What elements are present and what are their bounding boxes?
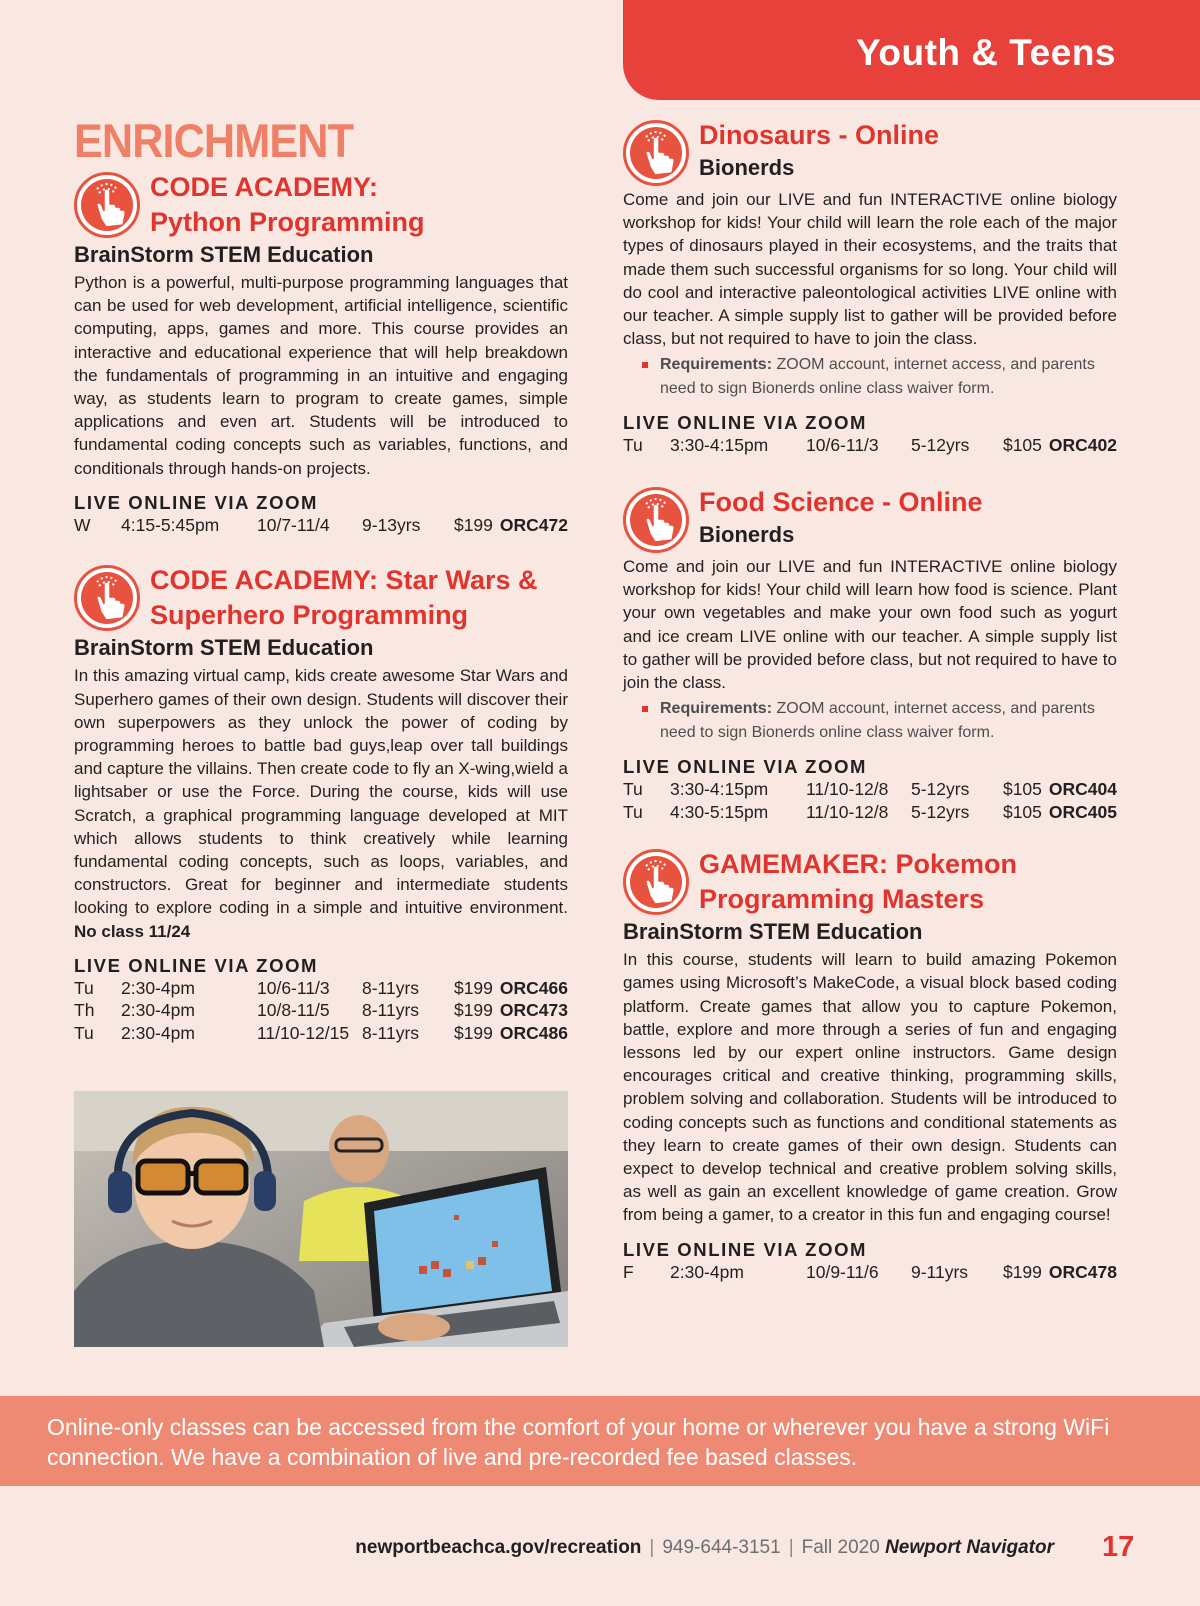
course-provider: BrainStorm STEM Education (74, 635, 374, 661)
requirements-text: ZOOM account, internet access, and parents need to sign Bionerds online class waiver form. (660, 356, 1095, 397)
session-time: 2:30-4pm (121, 977, 195, 998)
session-day: Tu (74, 977, 94, 998)
kids-coding-photo (74, 1091, 568, 1347)
touch-hand-icon (623, 849, 689, 915)
session-code: ORC478 (1048, 1261, 1117, 1282)
session-price: $199 (453, 1000, 493, 1021)
session-code: ORC466 (499, 977, 568, 998)
session-time: 3:30-4:15pm (670, 779, 769, 800)
session-price: $199 (1002, 1261, 1042, 1282)
session-row (74, 999, 568, 1022)
session-day: Th (74, 1000, 95, 1021)
requirements-label: Requirements: (660, 356, 773, 374)
session-dates: 10/6-11/3 (806, 435, 879, 456)
course-title-line2: Programming Masters (699, 884, 985, 915)
session-row (623, 434, 1117, 457)
course-title: Food Science - Online (699, 486, 983, 517)
session-day: Tu (623, 801, 643, 822)
session-dates: 10/9-11/6 (806, 1261, 879, 1282)
course-title-line2: Python Programming (150, 207, 425, 237)
session-row (623, 801, 1117, 824)
course-title: GAMEMAKER: Pokemon (699, 849, 1018, 880)
session-dates: 11/10-12/8 (806, 801, 889, 822)
footer-separator: | (649, 1537, 655, 1558)
session-ages: 5-12yrs (911, 435, 970, 456)
session-time: 2:30-4pm (121, 1022, 195, 1043)
live-online-label: LIVE ONLINE VIA ZOOM (623, 756, 868, 778)
session-time: 4:30-5:15pm (670, 801, 769, 822)
session-ages: 8-11yrs (362, 977, 420, 998)
section-tab (623, 0, 1200, 100)
session-price: $105 (1002, 435, 1042, 456)
session-dates: 11/10-12/8 (806, 779, 889, 800)
course-title-line2: Superhero Programming (150, 600, 469, 631)
live-online-label: LIVE ONLINE VIA ZOOM (623, 1238, 868, 1260)
footer-publication: Newport Navigator (885, 1537, 1054, 1558)
course-description: Come and join our LIVE and fun INTERACTIVE online biology workshop for kids! Your child will learn how food is science. Plant your own vegetables and make your own food such as yogurt and ice cream LIVE online with our teacher. A simple supply list to gather will be provided before class, but not required to have to join the class. (623, 556, 1117, 692)
course-provider: BrainStorm STEM Education (74, 242, 374, 267)
session-dates: 10/7-11/4 (257, 514, 330, 535)
course-food-science (623, 485, 1117, 823)
session-day: Tu (623, 779, 643, 800)
session-price: $105 (1002, 801, 1042, 822)
session-code: ORC404 (1048, 779, 1117, 800)
touch-hand-icon (74, 565, 140, 631)
touch-hand-icon (74, 172, 140, 238)
right-column (623, 118, 1117, 1283)
session-time: 3:30-4:15pm (670, 435, 769, 456)
session-ages: 9-11yrs (911, 1261, 969, 1282)
session-code: ORC472 (499, 514, 568, 535)
session-price: $199 (453, 977, 493, 998)
course-provider: Bionerds (699, 155, 795, 180)
session-ages: 8-11yrs (362, 1000, 420, 1021)
session-time: 4:15-5:45pm (121, 514, 220, 535)
live-online-label: LIVE ONLINE VIA ZOOM (74, 954, 319, 976)
course-gamemaker (623, 847, 1117, 1283)
banner-text: Online-only classes can be accessed from the comfort of your home or wherever you have a strong WiFi connection. We have a combination of live and pre-recorded fee based classes. (47, 1414, 1110, 1470)
section-title: ENRICHMENT (74, 114, 354, 167)
section-tab-label: Youth & Teens (855, 32, 1116, 73)
session-ages: 9-13yrs (362, 514, 421, 535)
session-ages: 8-11yrs (362, 1022, 420, 1043)
session-row (74, 1022, 568, 1045)
session-code: ORC402 (1048, 435, 1117, 456)
course-dinosaurs (623, 118, 1117, 457)
course-description (74, 664, 568, 942)
session-day: Tu (74, 1022, 94, 1043)
session-code: ORC473 (499, 1000, 568, 1021)
course-title: CODE ACADEMY: Star Wars & (150, 565, 538, 596)
footer-phone: 949-644-3151 (662, 1537, 781, 1558)
session-row (74, 977, 568, 1000)
session-code: ORC486 (499, 1022, 568, 1043)
course-provider: BrainStorm STEM Education (623, 919, 923, 945)
footer-separator: | (788, 1537, 794, 1558)
page-footer (0, 1533, 1200, 1563)
course-python (74, 170, 568, 536)
session-dates: 10/6-11/3 (257, 977, 330, 998)
session-price: $105 (1002, 779, 1042, 800)
course-note: No class 11/24 (74, 921, 191, 941)
session-ages: 5-12yrs (911, 801, 970, 822)
page-number: 17 (1102, 1531, 1135, 1563)
left-column (74, 170, 568, 1044)
course-star-wars (74, 563, 568, 1044)
session-dates: 11/10-12/15 (257, 1022, 350, 1043)
touch-hand-icon (623, 120, 689, 186)
requirements-label: Requirements: (660, 700, 773, 718)
requirements-text: ZOOM account, internet access, and parents need to sign Bionerds online class waiver form. (660, 700, 1095, 741)
session-row (74, 514, 568, 537)
course-title: Dinosaurs - Online (699, 120, 940, 150)
live-online-label: LIVE ONLINE VIA ZOOM (74, 491, 319, 513)
live-online-label: LIVE ONLINE VIA ZOOM (623, 412, 868, 434)
session-ages: 5-12yrs (911, 779, 970, 800)
session-row (623, 1261, 1117, 1284)
session-row (623, 778, 1117, 801)
session-time: 2:30-4pm (670, 1261, 744, 1282)
course-description: In this course, students will learn to build amazing Pokemon games using Microsoft’s MakeCode, a visual block based coding platform. Create games that allow you to capture Pokemon, battle, explore and more through a series of fun and engaging lessons led by our expert online instructors. Game design encourages critical and creative thinking, programming skills, problem solving and collaboration. Students will be introduced to coding concepts such as functions and conditional statements as they learn to create games of their own design. Students can expect to develop technical and creative problem solving skills, as well as gain an excellent knowledge of game creation. Grow from being a gamer, to a creator in this fun and engaging course! (623, 950, 1117, 1225)
requirements (623, 697, 1117, 744)
course-description: Python is a powerful, multi-purpose programming languages that can be used for web development, artificial intelligence, scientific computing, apps, games and more. This course provides an interactive and educational experience that will help breakdown the fundamentals of programming in an intuitive and engaging way, as students learn to program to create games, simple applications and even art. Students will be introduced to fundamental coding concepts such as variables, functions, and conditionals through hands-on projects. (74, 273, 568, 478)
session-code: ORC405 (1048, 801, 1117, 822)
session-day: W (74, 514, 91, 535)
session-time: 2:30-4pm (121, 1000, 195, 1021)
session-price: $199 (453, 514, 493, 535)
course-title: CODE ACADEMY: (150, 172, 378, 202)
touch-hand-icon (623, 487, 689, 553)
footer-season: Fall 2020 (801, 1537, 880, 1558)
course-description-text: In this amazing virtual camp, kids create awesome Star Wars and Superhero games of their own design. Students will discover their own superpowers as they unlock the power of coding by programming heroes to battle bad guys,leap over tall buildings and capture the villains. Then create code to fly an X-wing,wield a lightsaber or use the Force. During the course, kids will use Scratch, a graphical programming language developed at MIT which allows students to think creatively while learning fundamental coding concepts, such as loops, variables, and constructors. Great for beginner and intermediate students looking to explore coding in a simple and intuitive environment. (74, 666, 568, 918)
footer-url[interactable]: newportbeachca.gov/recreation (355, 1537, 642, 1558)
course-provider: Bionerds (699, 521, 795, 547)
session-day: Tu (623, 435, 643, 456)
footer-text (355, 1537, 1054, 1559)
requirements (623, 353, 1117, 400)
online-info-banner (0, 1396, 1200, 1486)
session-dates: 10/8-11/5 (257, 1000, 330, 1021)
session-day: F (623, 1261, 634, 1282)
session-price: $199 (453, 1022, 493, 1043)
course-description: Come and join our LIVE and fun INTERACTIVE online biology workshop for kids! Your child will learn the role each of the major types of dinosaurs played in their ecosystems, and the traits that made them such successful organisms for so long. Your child will do cool and interactive paleontological activities LIVE online with our teacher. A simple supply list to gather will be provided before class, but not required to have to join the class. (623, 190, 1117, 349)
